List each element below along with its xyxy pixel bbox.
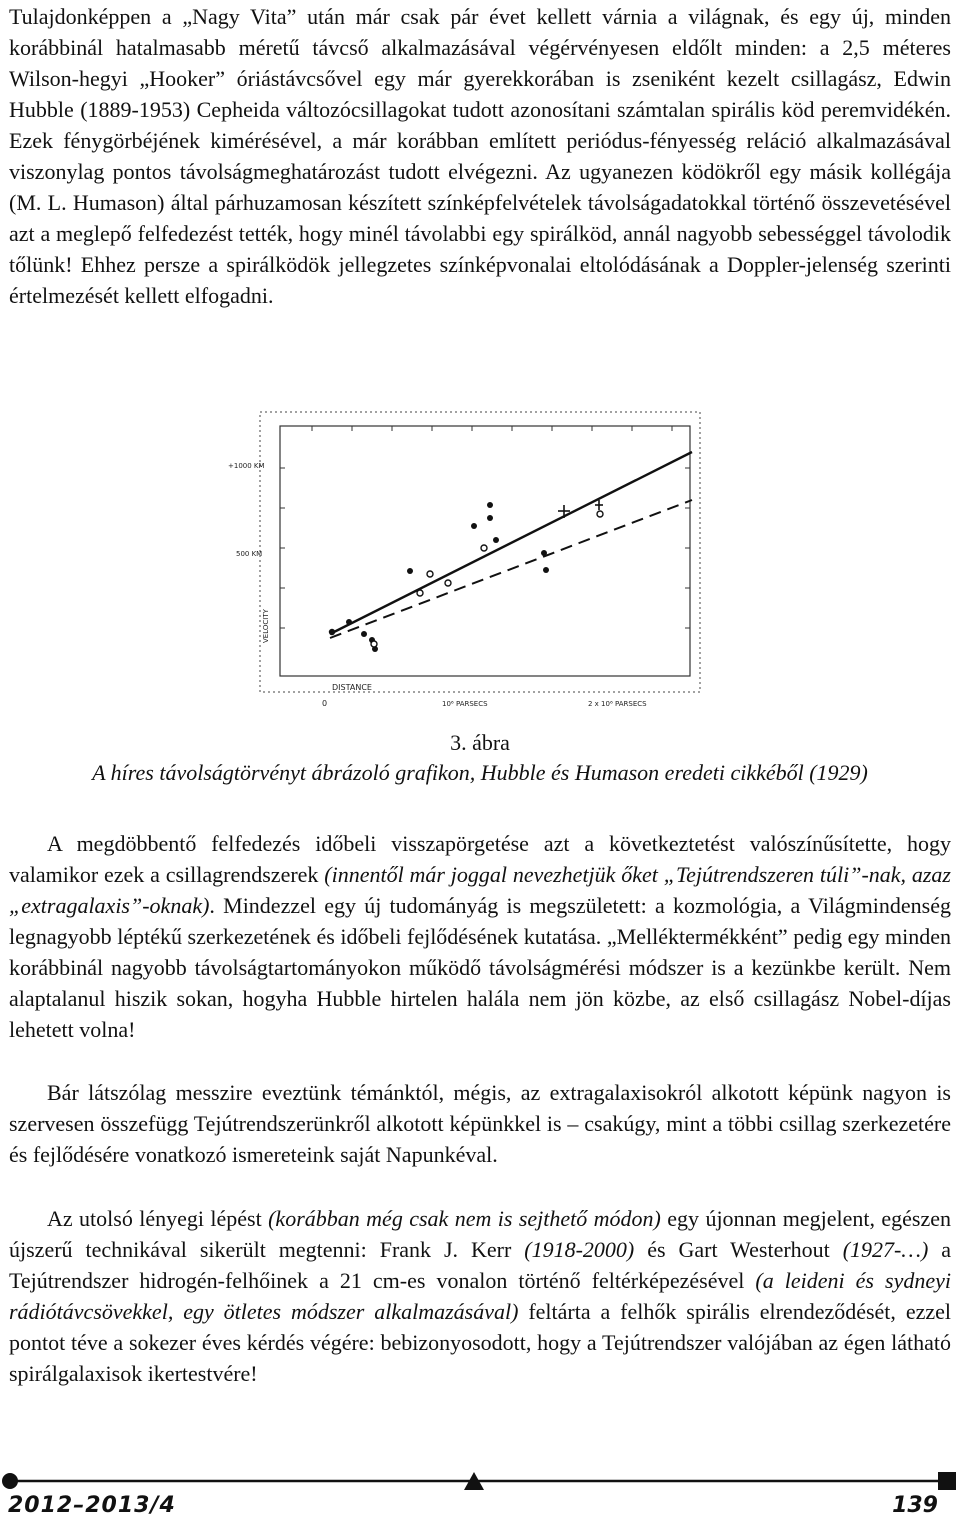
paragraph-radio-mapping bbox=[9, 1203, 951, 1389]
p4-text-i: feltárta a felhők spirális elrendeződését, ezzel pontot téve a sokezer éves kérdés végére: bebizonyosodott, hogy a Tejútrendszer valójában az égen látható spirálgalaxisok ikertestvére! bbox=[9, 1299, 951, 1386]
p4-text-b: (korábban még csak nem is sejthető módon) bbox=[268, 1206, 661, 1231]
page-number: 139 bbox=[892, 1493, 938, 1518]
svg-text:+1000 KM bbox=[228, 462, 265, 470]
figure-caption: A híres távolságtörvényt ábrázoló grafikon, Hubble és Humason eredeti cikkéből (1929) bbox=[92, 760, 868, 785]
paragraph-hubble-discovery: Tulajdonképpen a „Nagy Vita” után már csak pár évet kellett várnia a világnak, és egy új, minden korábbinál hatalmasabb méretű távcső alkalmazásával végérvényesen eldőlt minden: a 2,5 méteres Wilson-hegyi „Hooker” óriástávcsővel egy már gyerekkorában is zseniként kezelt csillagász, Edwin Hubble (1889-1953) Cepheida változócsillagokat tudott azonosítani számtalan spirális köd peremvidékén. Ezek fénygörbéjének kimérésével, a már korábban említett periódus-fényesség reláció alkalmazásával viszonylag pontos távolságmeghatározást tudott elvégezni. Az ugyanezen ködökről egy másik kollégája (M. L. Humason) által párhuzamosan készített színképfelvételek távolságadatokkal történő összevetésével azt a meglepő felfedezést tették, hogy minél távolabbi egy spirálköd, annál nagyobb sebességgel távolodik tőlünk! Ehhez persze a spirálködök jellegzetes színképvonalai eltolódásának a Doppler-jelenség szerinti értelmezését kellett elfogadni. bbox=[9, 4, 951, 308]
y-axis-label: VELOCITY bbox=[262, 609, 270, 643]
x-tick-0: 0 bbox=[322, 699, 328, 708]
paragraph-cosmology bbox=[9, 828, 951, 1045]
p4-text-f: (1927-…) bbox=[842, 1237, 929, 1262]
svg-text:500 KM bbox=[236, 550, 262, 558]
p4-text-c: egy újonnan megjelent, egészen újszerű technikával sikerült megtenni: Frank J. Kerr bbox=[9, 1206, 951, 1262]
p2-text-a: A megdöbbentő felfedezés időbeli visszapörgetése azt a következtetést valószínűsítette, hogy valamikor ezek a csillagrendszerek bbox=[9, 831, 951, 887]
x-axis-label: DISTANCE bbox=[332, 683, 372, 692]
footer-square-icon bbox=[938, 1472, 956, 1490]
svg-text:DISTANCE bbox=[332, 683, 372, 692]
svg-text:VELOCITY bbox=[262, 608, 270, 643]
p4-text-h: (a leideni és sydneyi rádiótávcsövekkel, egy ötletes módszer alkalmazásával) bbox=[9, 1268, 951, 1324]
paragraph-extragalaxies: Bár látszólag messzire eveztünk témánktól, mégis, az extragalaxisokról alkotott képünk nagyon is szervesen összefügg Tejútrendszerünkről alkotott képünkkel is – csakúgy, mint a többi csillag szerkezetére és fejlődésére vonatkozó ismereteink saját Napunkéval. bbox=[9, 1080, 951, 1167]
p2-text-c: . Mindezzel egy új tudományág is megszületett: a kozmológia, a Világmindenség legnagyobb léptékű szerkezetének és időbeli fejlődésének kutatása. „Melléktermékként” pedig egy minden korábbinál nagyobb távolságtartományokon működő távolságmérési módszer is a kezünkbe került. Nem alaptalanul hiszik sokan, hogyha Hubble hirtelen halála nem jön közbe, az első csillagász Nobel-díjas lehetett volna! bbox=[9, 893, 951, 1042]
footer-rule bbox=[0, 1470, 960, 1490]
p4-text-g: a Tejútrendszer hidrogén-felhőinek a 21 cm-es vonalon történő feltérképezésével bbox=[9, 1237, 951, 1293]
hubble-diagram-figure bbox=[228, 408, 708, 708]
p2-text-italic: (innentől már joggal nevezhetjük őket „Tejútrendszeren túli”-nak, azaz „extragalaxis”-oknak) bbox=[9, 862, 951, 918]
p4-text-d: (1918-2000) bbox=[524, 1237, 635, 1262]
p4-text-a: Az utolsó lényegi lépést bbox=[47, 1206, 269, 1231]
x-tick-1: 10⁶ PARSECS bbox=[442, 700, 488, 708]
y-tick-500: 500 KM bbox=[236, 550, 263, 558]
footer-circle-icon bbox=[2, 1473, 18, 1489]
p4-text-e: és Gart Westerhout bbox=[634, 1237, 843, 1262]
x-tick-2: 2 x 10⁶ PARSECS bbox=[588, 700, 647, 708]
svg-text:10⁶ PARSECS bbox=[442, 700, 488, 708]
svg-text:2 x 10⁶ PARSECS bbox=[588, 700, 647, 708]
hubble-diagram-image bbox=[228, 408, 708, 708]
figure-number: 3. ábra bbox=[450, 730, 510, 755]
issue-number: 2012–2013/4 bbox=[8, 1493, 176, 1518]
svg-text:0 bbox=[322, 699, 327, 708]
y-tick-1000: +1000 KM bbox=[228, 462, 265, 470]
